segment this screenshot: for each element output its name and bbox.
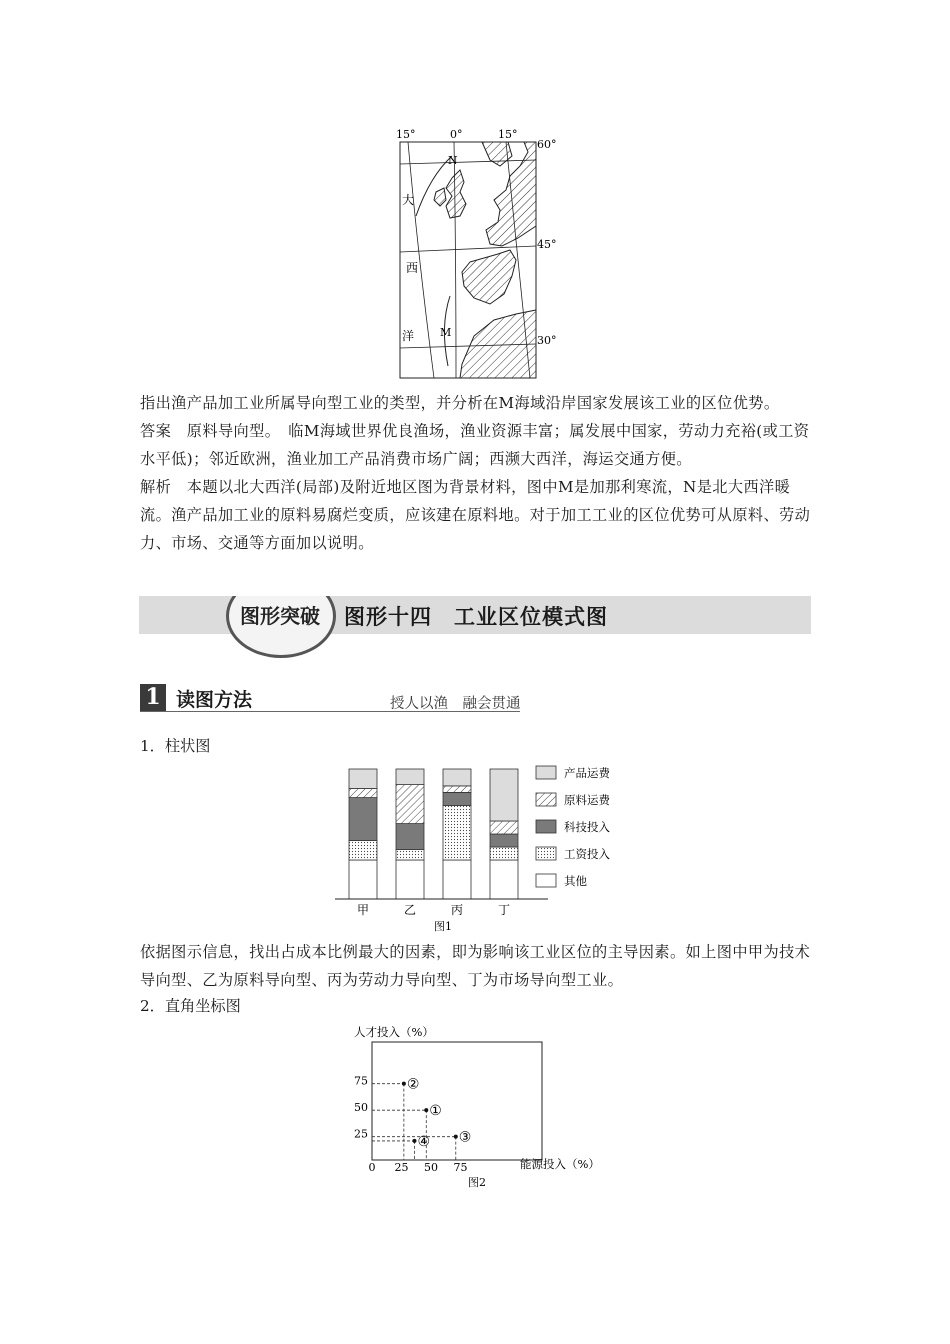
legend-swatch-其他 xyxy=(536,874,556,887)
category-label-甲: 甲 xyxy=(356,903,370,917)
y-tick-25: 25 xyxy=(354,1127,368,1141)
point-3 xyxy=(454,1135,458,1139)
bar-segment-丁-产品运费 xyxy=(490,769,518,821)
legend-label-科技投入: 科技投入 xyxy=(564,820,610,834)
bar-chart-figure1 xyxy=(330,760,630,940)
legend-swatch-原料运费 xyxy=(536,793,556,806)
north-atlantic-map xyxy=(390,126,562,382)
lon-label-15w: 15° xyxy=(396,128,416,141)
analysis-text: 本题以北大西洋(局部)及附近地区图为背景材料，图中M是加那利寒流，N是北大西洋暖流。渔产品加工业的原料易腐烂变质，应该建在原料地。对于加工工业的区位优势可从原料、劳动力、市场、交通等方面加以说明。 xyxy=(140,478,811,552)
legend-label-工资投入: 工资投入 xyxy=(564,847,610,861)
legend-swatch-产品运费 xyxy=(536,766,556,779)
lon-label-15e: 15° xyxy=(498,128,518,141)
bar-segment-乙-科技投入 xyxy=(396,824,424,850)
legend-label-其他: 其他 xyxy=(564,874,587,888)
question-text: 指出渔产品加工业所属导向型工业的类型，并分析在M海域沿岸国家发展该工业的区位优势。 xyxy=(140,394,780,412)
ocean-char-3: 洋 xyxy=(402,329,415,343)
answer-line xyxy=(140,417,820,473)
x-tick-50: 50 xyxy=(424,1161,438,1174)
bar-segment-丙-科技投入 xyxy=(443,792,471,805)
x-tick-25: 25 xyxy=(394,1161,409,1174)
chart1-caption: 图1 xyxy=(434,920,452,933)
point-label-2: ② xyxy=(406,1076,420,1093)
section-number: 1 xyxy=(140,684,166,711)
bar-segment-甲-原料运费 xyxy=(349,789,377,798)
bar-segment-丁-其他 xyxy=(490,860,518,899)
bar-segment-乙-原料运费 xyxy=(396,785,424,824)
point-label-1: ① xyxy=(429,1103,442,1120)
bar-segment-丙-工资投入 xyxy=(443,805,471,860)
bar-segment-甲-产品运费 xyxy=(349,769,377,789)
current-label-m: M xyxy=(440,326,452,339)
y-tick-75: 75 xyxy=(354,1074,368,1088)
legend-swatch-科技投入 xyxy=(536,820,556,833)
legend-label-原料运费: 原料运费 xyxy=(564,793,610,807)
bar-segment-丁-科技投入 xyxy=(490,834,518,847)
category-label-乙: 乙 xyxy=(403,903,417,917)
ocean-char-2: 西 xyxy=(406,261,419,275)
analysis-label: 解析 xyxy=(140,478,172,496)
ocean-char-1: 大 xyxy=(402,193,415,207)
point-2 xyxy=(402,1082,406,1086)
answer-label: 答案 xyxy=(140,422,172,440)
bar-segment-乙-工资投入 xyxy=(396,850,424,860)
x-tick-75: 75 xyxy=(453,1161,468,1174)
banner-title: 图形十四 工业区位模式图 xyxy=(344,604,608,629)
bar-segment-乙-其他 xyxy=(396,860,424,899)
y-tick-50: 50 xyxy=(354,1101,368,1114)
point-1 xyxy=(424,1108,428,1112)
legend-label-产品运费: 产品运费 xyxy=(564,766,610,780)
bar-segment-丙-其他 xyxy=(443,860,471,899)
question-block xyxy=(140,389,820,557)
chart2-caption: 图2 xyxy=(468,1176,486,1189)
item1-explain: 依据图示信息，找出占成本比例最大的因素，即为影响该工业区位的主导因素。如上图中甲为技术导向型、乙为原料导向型、丙为劳动力导向型、丁为市场导向型工业。 xyxy=(140,943,811,989)
bar-segment-甲-工资投入 xyxy=(349,841,377,861)
item2-heading: 2．直角坐标图 xyxy=(140,997,241,1015)
category-label-丙: 丙 xyxy=(450,903,464,917)
lon-label-0: 0° xyxy=(450,128,463,141)
chart2-xlabel: 能源投入（%） xyxy=(520,1157,600,1171)
chart2-frame xyxy=(372,1042,542,1160)
bar-segment-丙-原料运费 xyxy=(443,786,471,793)
bar-segment-丁-原料运费 xyxy=(490,821,518,834)
banner-badge: 图形突破 xyxy=(240,604,320,628)
bar-segment-丙-产品运费 xyxy=(443,769,471,786)
analysis-line xyxy=(140,473,820,557)
lat-label-30: 30° xyxy=(537,334,557,347)
point-label-4: ④ xyxy=(417,1133,431,1150)
section-title: 读图方法 xyxy=(176,689,253,711)
bar-segment-丁-工资投入 xyxy=(490,847,518,860)
lat-label-45: 45° xyxy=(537,238,557,251)
category-label-丁: 丁 xyxy=(497,903,511,917)
answer-text: 原料导向型。 临M海域世界优良渔场，渔业资源丰富；属发展中国家，劳动力充裕(或工资水平低)；邻近欧洲，渔业加工产品消费市场广阔；西濒大西洋，海运交通方便。 xyxy=(140,422,810,468)
point-label-3: ③ xyxy=(458,1129,472,1146)
item1-heading: 1．柱状图 xyxy=(140,737,211,755)
chart2-ylabel: 人才投入（%） xyxy=(354,1025,434,1039)
section-subtitle: 授人以渔 融会贯通 xyxy=(390,696,521,712)
lat-label-60: 60° xyxy=(537,138,557,151)
bar-segment-甲-其他 xyxy=(349,860,377,899)
bar-segment-乙-产品运费 xyxy=(396,769,424,785)
legend-swatch-工资投入 xyxy=(536,847,556,860)
current-label-n: N xyxy=(448,154,458,167)
point-4 xyxy=(412,1139,416,1143)
bar-segment-甲-科技投入 xyxy=(349,798,377,841)
x-tick-0: 0 xyxy=(368,1161,376,1174)
scatter-chart-figure2 xyxy=(340,1020,610,1190)
